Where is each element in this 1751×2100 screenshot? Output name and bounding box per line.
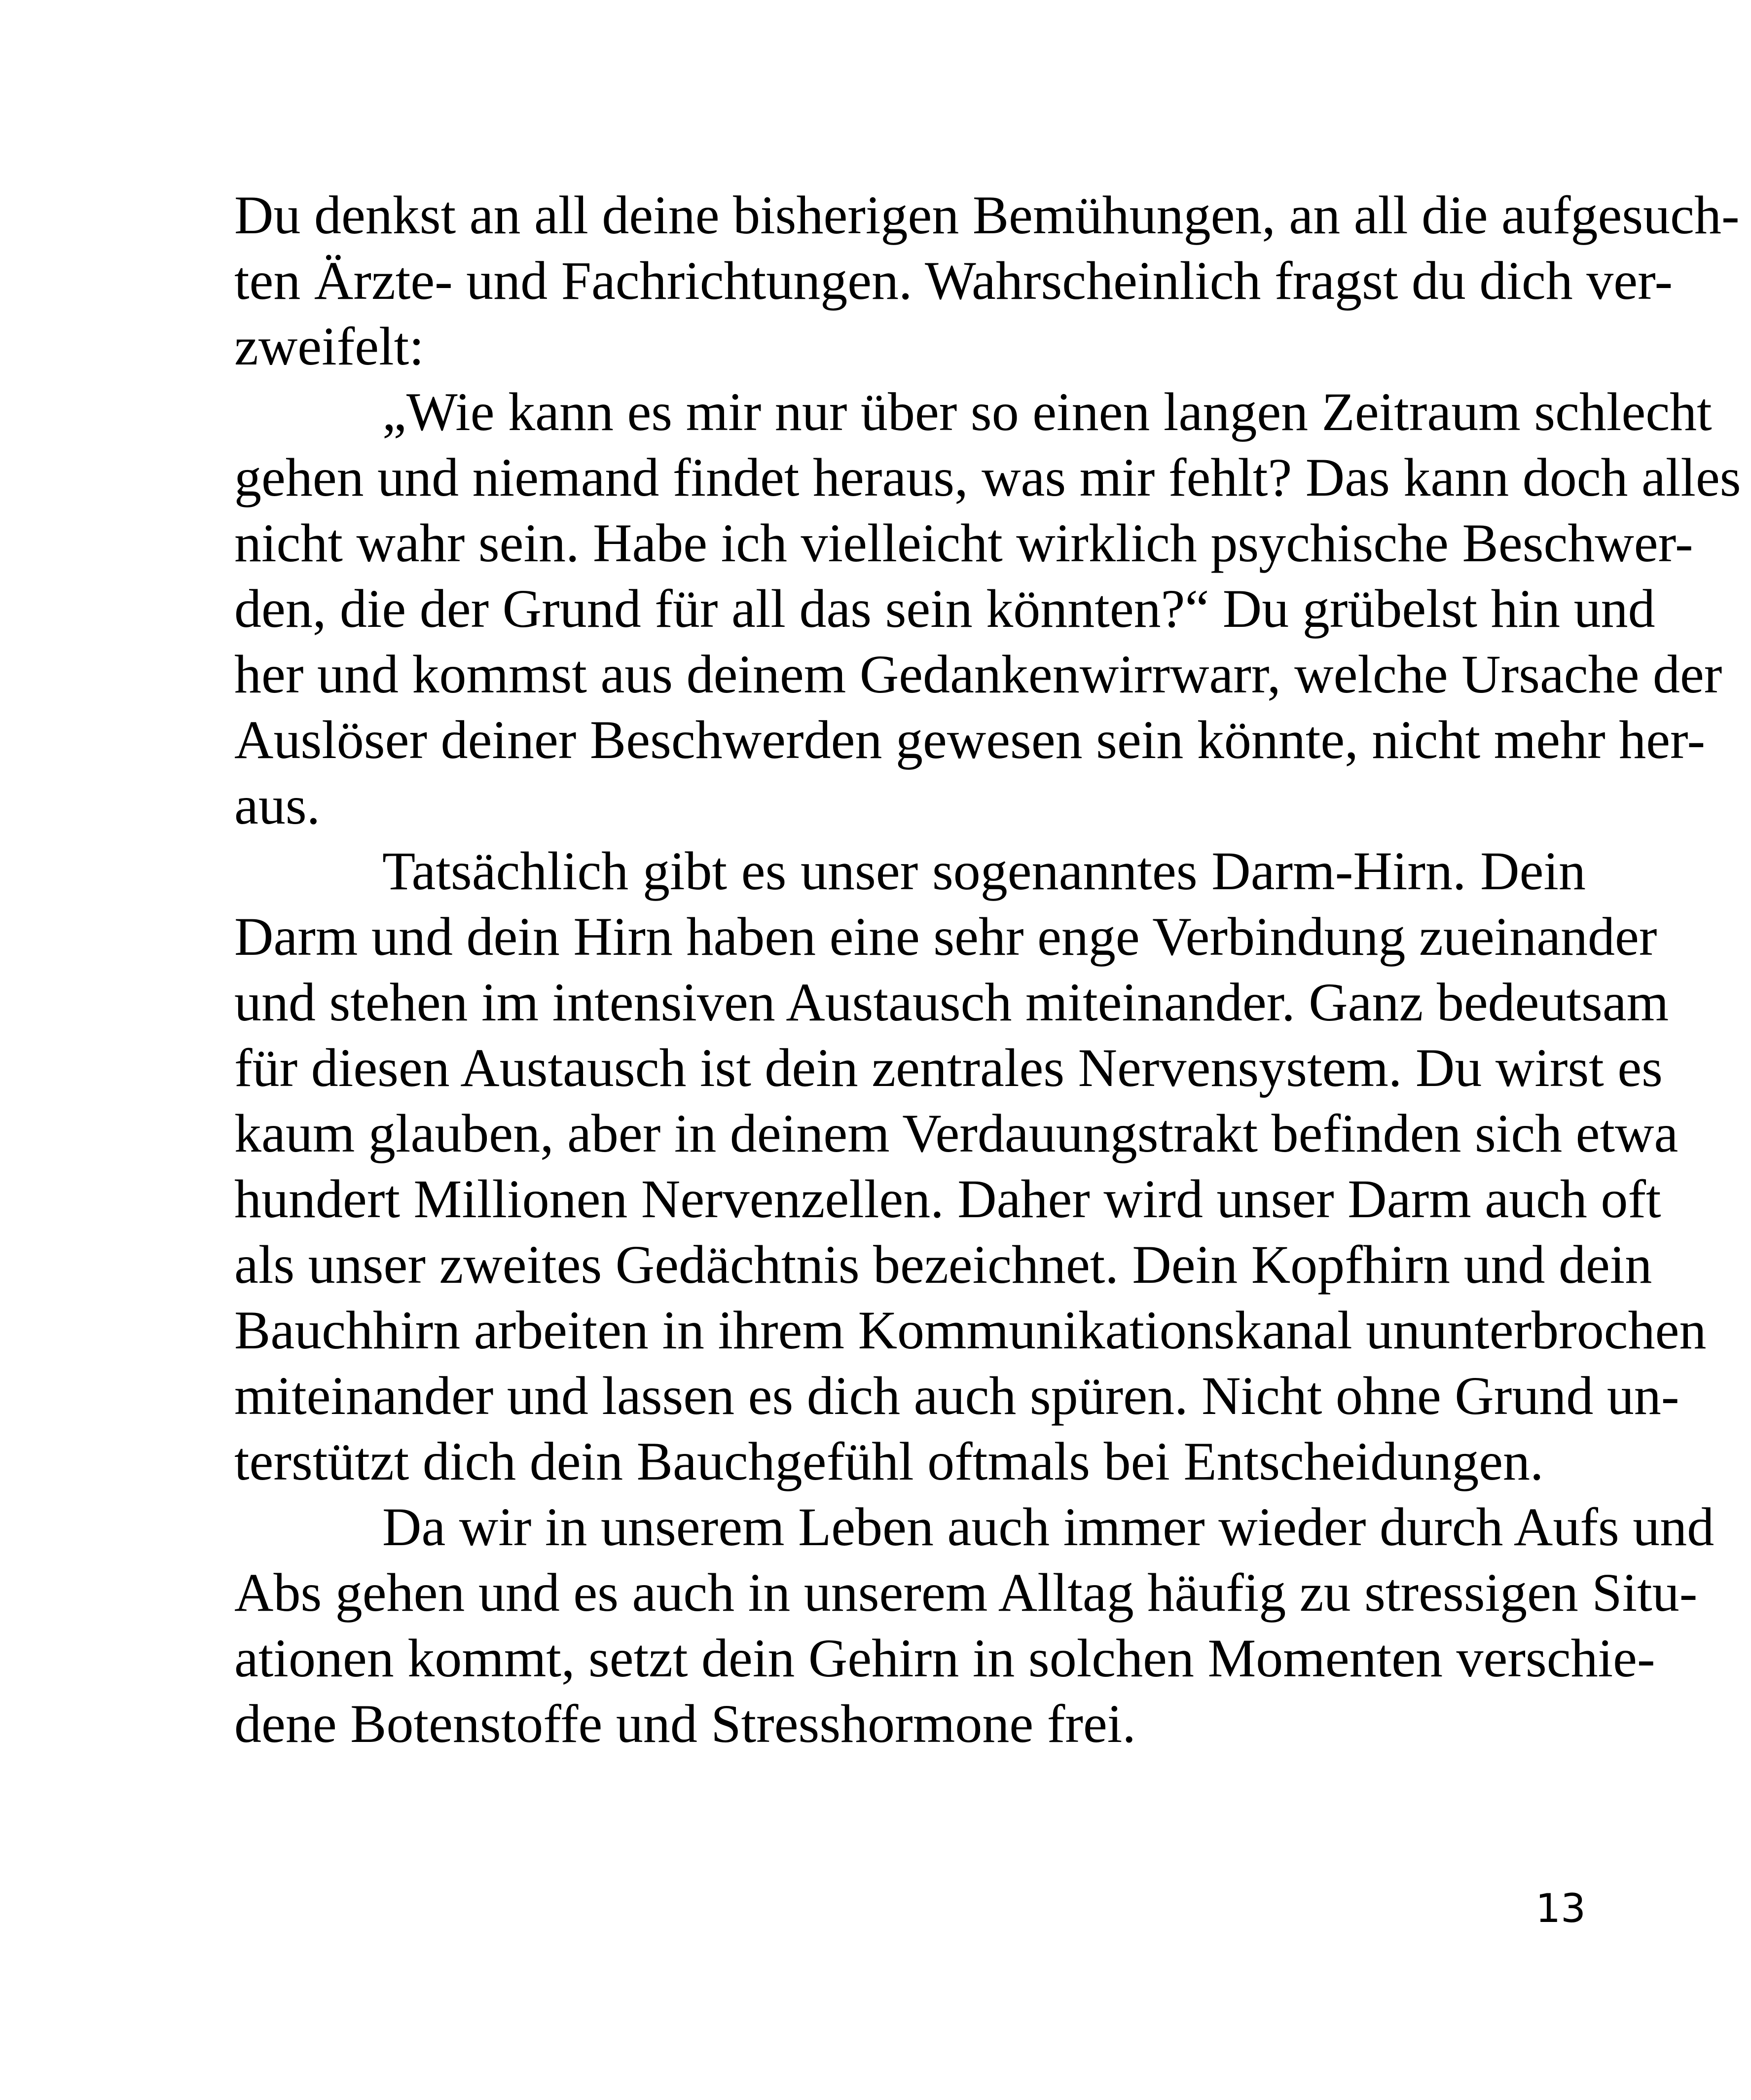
text-line: ationen kommt, setzt dein Gehirn in solchen Momenten verschie- bbox=[234, 1628, 1655, 1688]
page-number: 13 bbox=[1535, 1885, 1586, 1931]
text-line: als unser zweites Gedächtnis bezeichnet. Dein Kopfhirn und dein bbox=[234, 1234, 1652, 1295]
text-line: hundert Millionen Nervenzellen. Daher wird unser Darm auch oft bbox=[234, 1169, 1661, 1229]
text-line: kaum glauben, aber in deinem Verdauungstrakt befinden sich etwa bbox=[234, 1103, 1678, 1163]
text-line: den, die der Grund für all das sein könnten?“ Du grübelst hin und bbox=[234, 579, 1655, 639]
text-line: Du denkst an all deine bisherigen Bemühungen, an all die aufgesuch- bbox=[234, 185, 1740, 245]
text-line: ten Ärzte- und Fachrichtungen. Wahrscheinlich fragst du dich ver- bbox=[234, 251, 1673, 311]
text-line: zweifelt: bbox=[234, 316, 424, 376]
text-line: Da wir in unserem Leben auch immer wieder durch Aufs und bbox=[382, 1497, 1715, 1557]
text-line: Tatsächlich gibt es unser sogenanntes Darm-Hirn. Dein bbox=[382, 841, 1586, 901]
text-line: und stehen im intensiven Austausch miteinander. Ganz bedeutsam bbox=[234, 972, 1669, 1032]
text-line: gehen und niemand findet heraus, was mir fehlt? Das kann doch alles bbox=[234, 447, 1741, 507]
text-line: terstützt dich dein Bauchgefühl oftmals bei Entscheidungen. bbox=[234, 1431, 1544, 1491]
text-line: Darm und dein Hirn haben eine sehr enge Verbindung zueinander bbox=[234, 906, 1657, 967]
text-line: Abs gehen und es auch in unserem Alltag häufig zu stressigen Situ- bbox=[234, 1562, 1698, 1623]
text-line: „Wie kann es mir nur über so einen langen Zeitraum schlecht bbox=[382, 382, 1712, 442]
text-line: aus. bbox=[234, 775, 321, 835]
body-text bbox=[234, 182, 1741, 1757]
text-line: Auslöser deiner Beschwerden gewesen sein könnte, nicht mehr her- bbox=[234, 710, 1706, 770]
text-line: her und kommst aus deinem Gedankenwirrwarr, welche Ursache der bbox=[234, 644, 1722, 704]
text-line: für diesen Austausch ist dein zentrales Nervensystem. Du wirst es bbox=[234, 1038, 1663, 1098]
text-line: miteinander und lassen es dich auch spüren. Nicht ohne Grund un- bbox=[234, 1366, 1679, 1426]
text-line: nicht wahr sein. Habe ich vielleicht wirklich psychische Beschwer- bbox=[234, 513, 1693, 573]
text-line: Bauchhirn arbeiten in ihrem Kommunikationskanal ununterbrochen bbox=[234, 1300, 1707, 1360]
text-line: dene Botenstoffe und Stresshormone frei. bbox=[234, 1694, 1136, 1754]
